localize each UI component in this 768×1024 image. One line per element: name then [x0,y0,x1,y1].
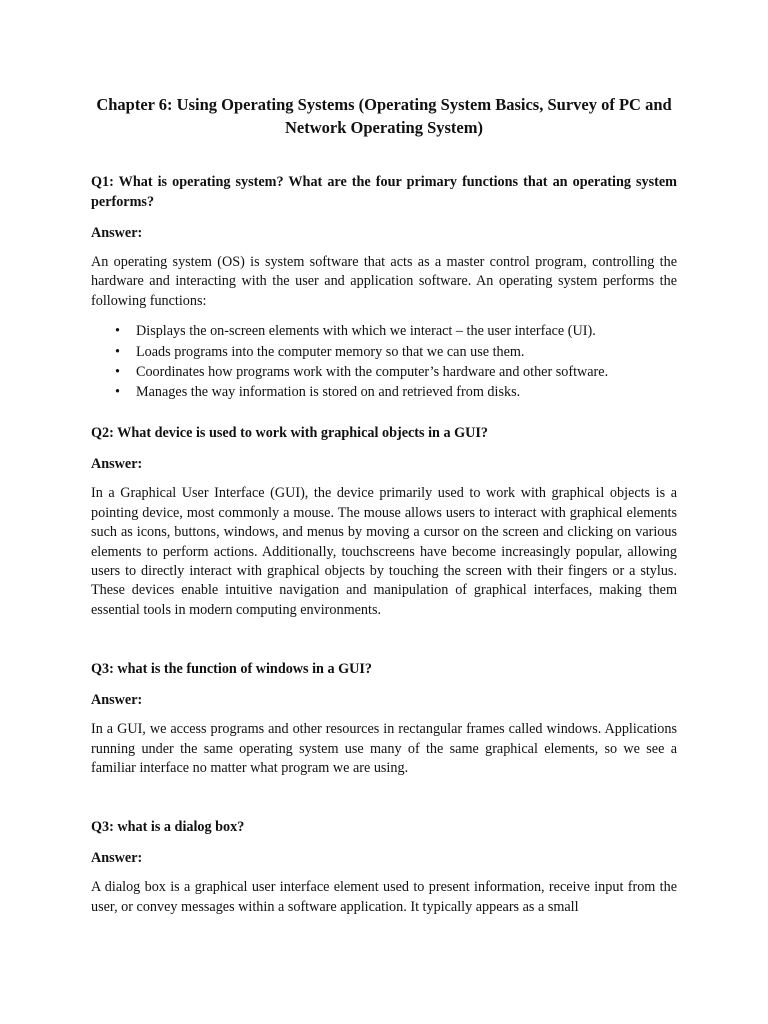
list-item [91,362,677,382]
bullet-icon: • [115,323,120,340]
list-item [91,382,677,402]
answer-label: Answer: [91,692,143,709]
answer-paragraph: An operating system (OS) is system software that acts as a master control program, controlling the hardware and interacting with the user and application software. An operating system performs the following functions: [91,254,677,309]
question-heading: Q1: What is operating system? What are the four primary functions that an operating system performs? [91,174,677,210]
list-item-text: Displays the on-screen elements with which we interact – the user interface (UI). [136,323,596,340]
function-list [91,321,677,402]
bullet-icon: • [115,343,120,360]
answer-paragraph: In a GUI, we access programs and other resources in rectangular frames called windows. Applications running under the same operating system use many of the same graphical elements, so we see a familiar interface no matter what program we are using. [91,721,677,777]
qa-section-q3-dialog-box [91,817,677,917]
answer-label: Answer: [91,225,143,241]
qa-section-q3-windows [91,659,677,778]
document-title: Chapter 6: Using Operating Systems (Operating System Basics, Survey of PC and Network Operating System) [96,95,672,137]
bullet-icon: • [115,384,120,401]
qa-section-q2 [91,423,677,620]
answer-label: Answer: [91,850,143,867]
question-heading: Q3: what is a dialog box? [91,819,245,836]
answer-paragraph: In a Graphical User Interface (GUI), the device primarily used to work with graphical objects is a pointing device, most commonly a mouse. The mouse allows users to interact with graphical elements such as icons, buttons, windows, and menus by moving a cursor on the screen and clicking on various elements to perform actions. Additionally, touchscreens have become increasingly popular, allowing users to directly interact with graphical objects by touching the screen with their fingers or a stylus. These devices enable intuitive navigation and manipulation of graphical interfaces, making them essential tools in modern computing environments. [91,485,677,618]
bullet-icon: • [115,363,120,380]
list-item [91,342,677,362]
answer-label: Answer: [91,456,143,473]
list-item [91,321,677,341]
question-heading: Q2: What device is used to work with graphical objects in a GUI? [91,425,488,442]
question-heading: Q3: what is the function of windows in a GUI? [91,661,373,678]
list-item-text: Coordinates how programs work with the computer’s hardware and other software. [136,363,609,380]
list-item-text: Manages the way information is stored on and retrieved from disks. [136,384,521,401]
qa-section-q1 [91,172,677,402]
answer-paragraph: A dialog box is a graphical user interface element used to present information, receive input from the user, or convey messages within a software application. It typically appears as a small [91,879,677,915]
list-item-text: Loads programs into the computer memory so that we can use them. [136,343,525,360]
